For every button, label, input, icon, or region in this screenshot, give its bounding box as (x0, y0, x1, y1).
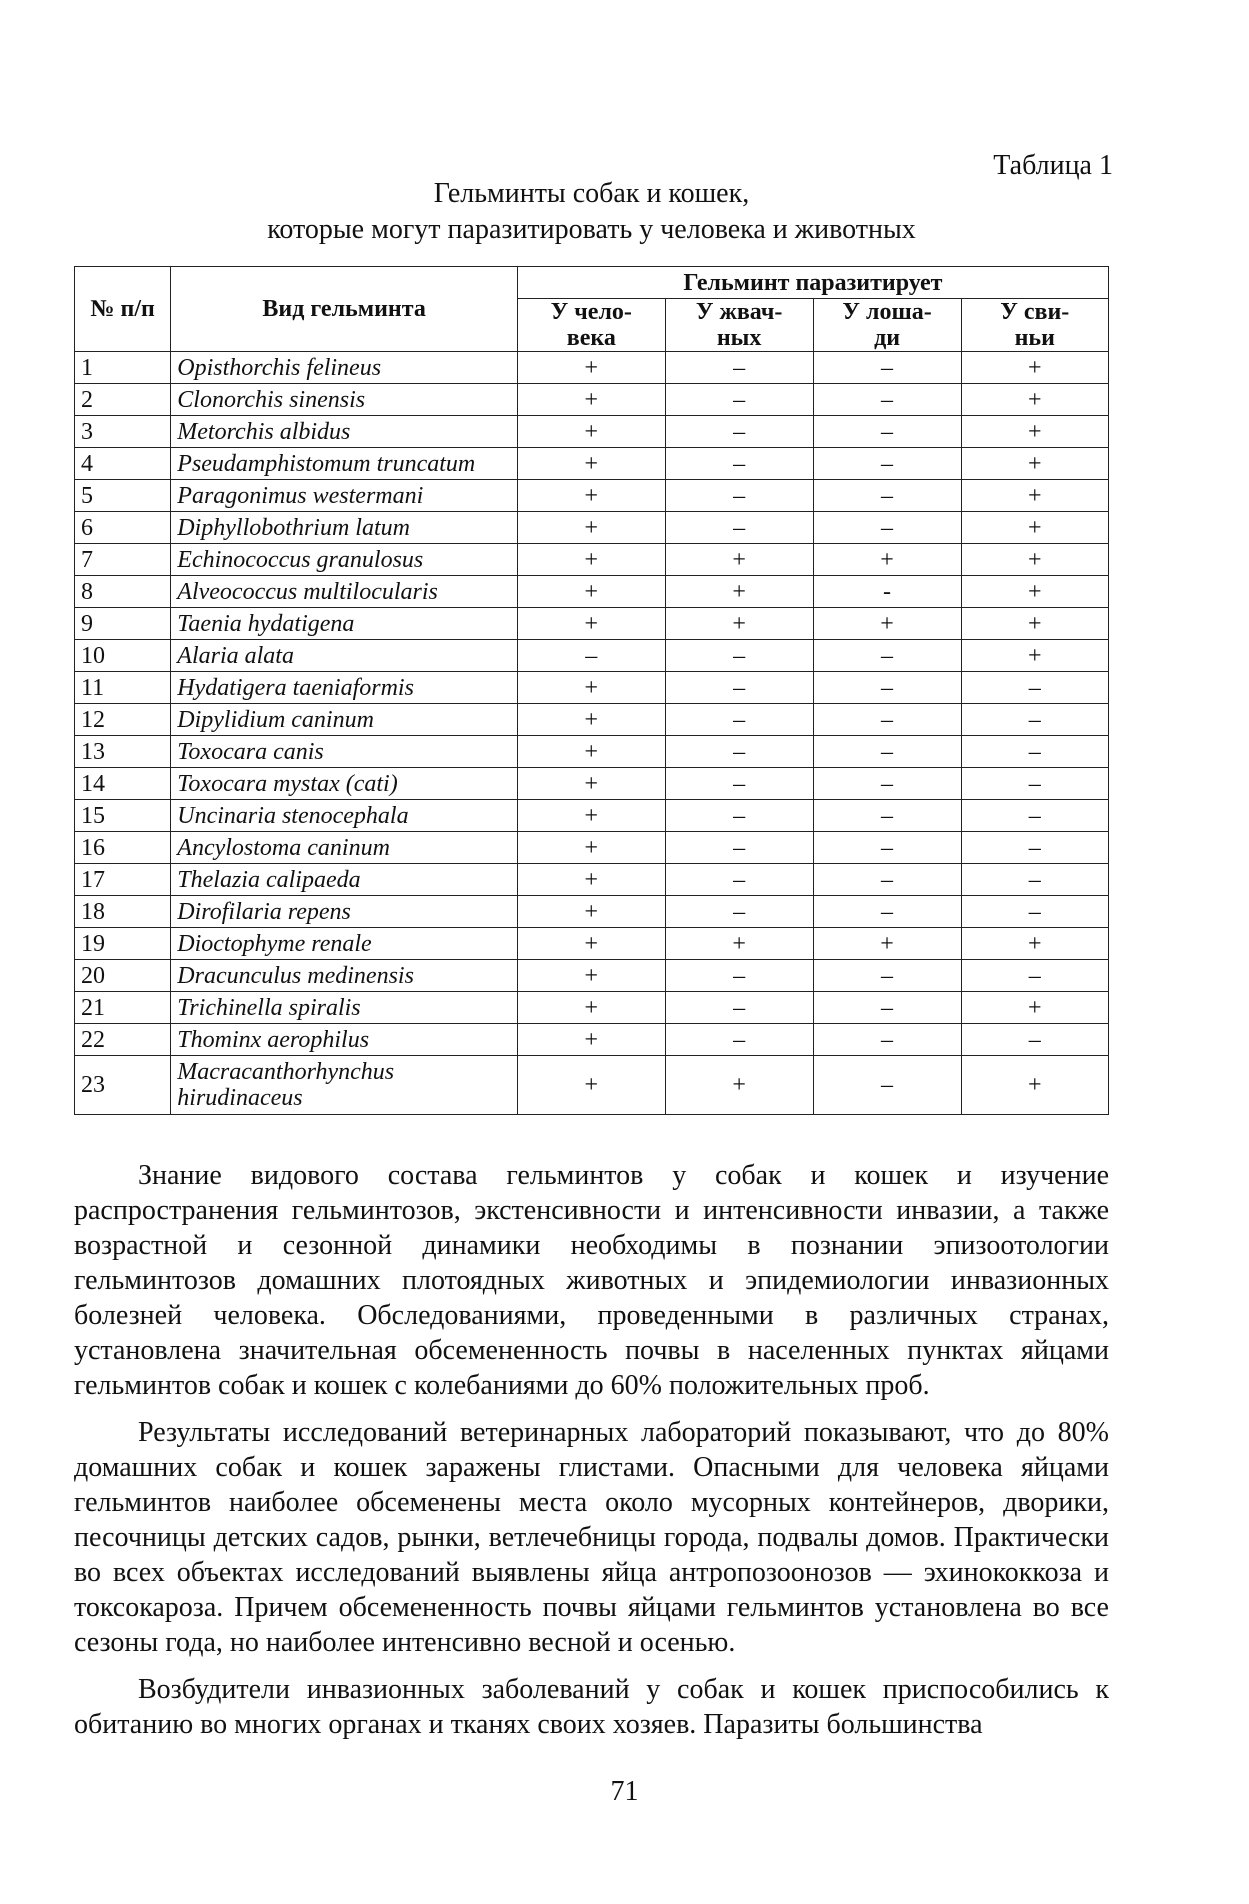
mark-human: + (517, 768, 665, 800)
species-name: Diphyllobothrium latum (171, 512, 518, 544)
mark-pig: + (961, 416, 1108, 448)
mark-horse: – (813, 864, 961, 896)
row-number: 9 (75, 608, 171, 640)
mark-horse: – (813, 480, 961, 512)
mark-pig: + (961, 928, 1108, 960)
header-human-line1: У чело- (550, 299, 632, 325)
mark-human: + (517, 832, 665, 864)
mark-ruminants: + (665, 576, 813, 608)
row-number: 4 (75, 448, 171, 480)
mark-ruminants: – (665, 704, 813, 736)
mark-pig: + (961, 480, 1108, 512)
mark-pig: – (961, 768, 1108, 800)
header-ruminants-line2: ных (716, 325, 762, 351)
mark-human: + (517, 704, 665, 736)
mark-horse: – (813, 672, 961, 704)
table-title (74, 176, 1109, 248)
mark-ruminants: + (665, 544, 813, 576)
table-row (75, 864, 1109, 896)
species-name: Metorchis albidus (171, 416, 518, 448)
table-row (75, 896, 1109, 928)
mark-horse: – (813, 992, 961, 1024)
mark-human: + (517, 480, 665, 512)
paragraph: Знание видового состава гельминтов у собак и кошек и изучение распространения гельминтозов, экстенсивности и интенсивности инвазии, а также возрастной и сезонной динамики необходимы в познании эпизоотологии гельминтозов домашних плотоядных животных и эпидемиологии инвазионных болезней человека. Обследованиями, проведенными в различных странах, установлена значительная обсемененность почвы в населенных пунктах яйцами гельминтов собак и кошек с колебаниями до 60% положительных проб. (74, 1160, 1109, 1401)
mark-human: + (517, 512, 665, 544)
header-species: Вид гельминта (171, 267, 518, 352)
row-number: 5 (75, 480, 171, 512)
row-number: 11 (75, 672, 171, 704)
row-number: 3 (75, 416, 171, 448)
mark-human: + (517, 544, 665, 576)
mark-pig: + (961, 576, 1108, 608)
mark-pig: – (961, 960, 1108, 992)
table-row (75, 800, 1109, 832)
row-number: 16 (75, 832, 171, 864)
mark-horse: – (813, 1056, 961, 1115)
species-name-line2: hirudinaceus (177, 1085, 303, 1111)
species-name: Echinococcus granulosus (171, 544, 518, 576)
mark-pig: – (961, 800, 1108, 832)
table-title-line-1: Гельминты собак и кошек, (433, 178, 750, 209)
mark-ruminants: – (665, 672, 813, 704)
mark-horse: - (813, 576, 961, 608)
row-number: 21 (75, 992, 171, 1024)
mark-horse: – (813, 384, 961, 416)
table-body (75, 352, 1109, 1115)
mark-human: + (517, 992, 665, 1024)
mark-human: + (517, 928, 665, 960)
table-row (75, 384, 1109, 416)
mark-ruminants: – (665, 896, 813, 928)
header-horse-line1: У лоша- (842, 299, 932, 325)
mark-pig: + (961, 384, 1108, 416)
mark-horse: – (813, 896, 961, 928)
row-number: 20 (75, 960, 171, 992)
mark-pig: – (961, 672, 1108, 704)
mark-human: + (517, 736, 665, 768)
table-row (75, 1024, 1109, 1056)
species-name: Toxocara canis (171, 736, 518, 768)
mark-horse: – (813, 736, 961, 768)
header-ruminants (665, 299, 813, 352)
mark-ruminants: – (665, 864, 813, 896)
table-row (75, 1056, 1109, 1115)
row-number: 7 (75, 544, 171, 576)
mark-human: + (517, 416, 665, 448)
mark-ruminants: + (665, 1056, 813, 1115)
mark-horse: – (813, 512, 961, 544)
header-human (517, 299, 665, 352)
table-row (75, 416, 1109, 448)
table-row (75, 512, 1109, 544)
row-number: 12 (75, 704, 171, 736)
species-name: Uncinaria stenocephala (171, 800, 518, 832)
mark-horse: – (813, 800, 961, 832)
mark-human: + (517, 608, 665, 640)
mark-ruminants: + (665, 928, 813, 960)
mark-pig: + (961, 512, 1108, 544)
page-number: 71 (610, 1776, 639, 1807)
table-row (75, 736, 1109, 768)
mark-horse: – (813, 960, 961, 992)
species-name: Dirofilaria repens (171, 896, 518, 928)
table-row (75, 480, 1109, 512)
mark-pig: – (961, 1024, 1108, 1056)
species-name: Dipylidium caninum (171, 704, 518, 736)
header-horse-line2: ди (874, 325, 901, 351)
mark-horse: – (813, 1024, 961, 1056)
paragraph: Результаты исследований ветеринарных лабораторий показывают, что до 80% домашних собак и кошек заражены глистами. Опасными для человека яйцами гельминтов наиболее обсеменены места около мусорных контейнеров, дворики, песочницы детских садов, рынки, ветлечебницы города, подвалы домов. Практически во всех объектах исследований выявлены яйца антропозоонозов — эхинококкоза и токсокароза. Причем обсемененность почвы яйцами гельминтов установлена во все сезоны года, но наиболее интенсивно весной и осенью. (74, 1417, 1109, 1658)
species-name: Thelazia calipaeda (171, 864, 518, 896)
row-number: 13 (75, 736, 171, 768)
body-text (74, 1158, 1109, 1742)
mark-ruminants: – (665, 1024, 813, 1056)
mark-horse: – (813, 448, 961, 480)
mark-pig: – (961, 736, 1108, 768)
mark-ruminants: – (665, 352, 813, 384)
row-number: 8 (75, 576, 171, 608)
mark-human: + (517, 576, 665, 608)
helminths-table (74, 266, 1109, 1115)
species-name: Toxocara mystax (cati) (171, 768, 518, 800)
mark-horse: – (813, 832, 961, 864)
mark-human: – (517, 640, 665, 672)
row-number: 19 (75, 928, 171, 960)
mark-ruminants: + (665, 608, 813, 640)
species-name: Taenia hydatigena (171, 608, 518, 640)
table-row (75, 640, 1109, 672)
mark-pig: – (961, 704, 1108, 736)
table-row (75, 352, 1109, 384)
row-number: 18 (75, 896, 171, 928)
mark-pig: – (961, 832, 1108, 864)
mark-ruminants: – (665, 768, 813, 800)
table-title-line-2: которые могут паразитировать у человека и животных (267, 214, 916, 245)
mark-horse: – (813, 704, 961, 736)
mark-human: + (517, 448, 665, 480)
mark-horse: – (813, 352, 961, 384)
table-row (75, 832, 1109, 864)
table-row (75, 544, 1109, 576)
species-name: Alaria alata (171, 640, 518, 672)
mark-human: + (517, 1056, 665, 1115)
mark-ruminants: – (665, 992, 813, 1024)
mark-human: + (517, 864, 665, 896)
header-number: № п/п (75, 267, 171, 352)
species-name: Dioctophyme renale (171, 928, 518, 960)
mark-pig: + (961, 608, 1108, 640)
mark-pig: + (961, 992, 1108, 1024)
species-name-line1: Macracanthorhynchus (177, 1059, 395, 1085)
row-number: 2 (75, 384, 171, 416)
mark-pig: – (961, 896, 1108, 928)
row-number: 17 (75, 864, 171, 896)
mark-human: + (517, 1024, 665, 1056)
header-horse (813, 299, 961, 352)
mark-human: + (517, 672, 665, 704)
species-name: Paragonimus westermani (171, 480, 518, 512)
table-row (75, 992, 1109, 1024)
species-name: Ancylostoma caninum (171, 832, 518, 864)
row-number: 1 (75, 352, 171, 384)
species-name: Alveococcus multilocularis (171, 576, 518, 608)
paragraph: Возбудители инвазионных заболеваний у собак и кошек приспособились к обитанию во многих органах и тканях своих хозяев. Паразиты большинства (74, 1674, 1109, 1740)
mark-human: + (517, 352, 665, 384)
mark-pig: + (961, 640, 1108, 672)
header-ruminants-line1: У жвач- (695, 299, 783, 325)
mark-human: + (517, 800, 665, 832)
mark-pig: + (961, 544, 1108, 576)
mark-horse: – (813, 640, 961, 672)
row-number: 23 (75, 1056, 171, 1115)
header-parasitizes: Гельминт паразитирует (517, 267, 1108, 299)
mark-horse: + (813, 928, 961, 960)
mark-pig: + (961, 1056, 1108, 1115)
table-row (75, 768, 1109, 800)
table-label: Таблица 1 (993, 150, 1113, 181)
species-name (171, 1056, 518, 1115)
mark-horse: – (813, 416, 961, 448)
mark-pig: + (961, 352, 1108, 384)
species-name: Dracunculus medinensis (171, 960, 518, 992)
species-name: Clonorchis sinensis (171, 384, 518, 416)
header-pig (961, 299, 1108, 352)
mark-ruminants: – (665, 832, 813, 864)
row-number: 14 (75, 768, 171, 800)
mark-horse: + (813, 608, 961, 640)
mark-horse: + (813, 544, 961, 576)
mark-ruminants: – (665, 960, 813, 992)
header-pig-line2: ньи (1014, 325, 1055, 351)
row-number: 15 (75, 800, 171, 832)
row-number: 6 (75, 512, 171, 544)
species-name: Thominx aerophilus (171, 1024, 518, 1056)
table-row (75, 448, 1109, 480)
row-number: 22 (75, 1024, 171, 1056)
mark-horse: – (813, 768, 961, 800)
mark-ruminants: – (665, 480, 813, 512)
mark-ruminants: – (665, 736, 813, 768)
mark-human: + (517, 384, 665, 416)
mark-ruminants: – (665, 512, 813, 544)
row-number: 10 (75, 640, 171, 672)
table-row (75, 672, 1109, 704)
mark-ruminants: – (665, 416, 813, 448)
mark-human: + (517, 896, 665, 928)
mark-ruminants: – (665, 448, 813, 480)
mark-human: + (517, 960, 665, 992)
species-name: Hydatigera taeniaformis (171, 672, 518, 704)
species-name: Opisthorchis felineus (171, 352, 518, 384)
table-row (75, 960, 1109, 992)
mark-ruminants: – (665, 800, 813, 832)
mark-pig: – (961, 864, 1108, 896)
table-row (75, 576, 1109, 608)
table-row (75, 704, 1109, 736)
header-pig-line1: У сви- (1000, 299, 1070, 325)
table-row (75, 928, 1109, 960)
mark-ruminants: – (665, 384, 813, 416)
species-name: Trichinella spiralis (171, 992, 518, 1024)
species-name: Pseudamphistomum truncatum (171, 448, 518, 480)
table-row (75, 608, 1109, 640)
mark-pig: + (961, 448, 1108, 480)
header-human-line2: века (566, 325, 616, 351)
mark-ruminants: – (665, 640, 813, 672)
